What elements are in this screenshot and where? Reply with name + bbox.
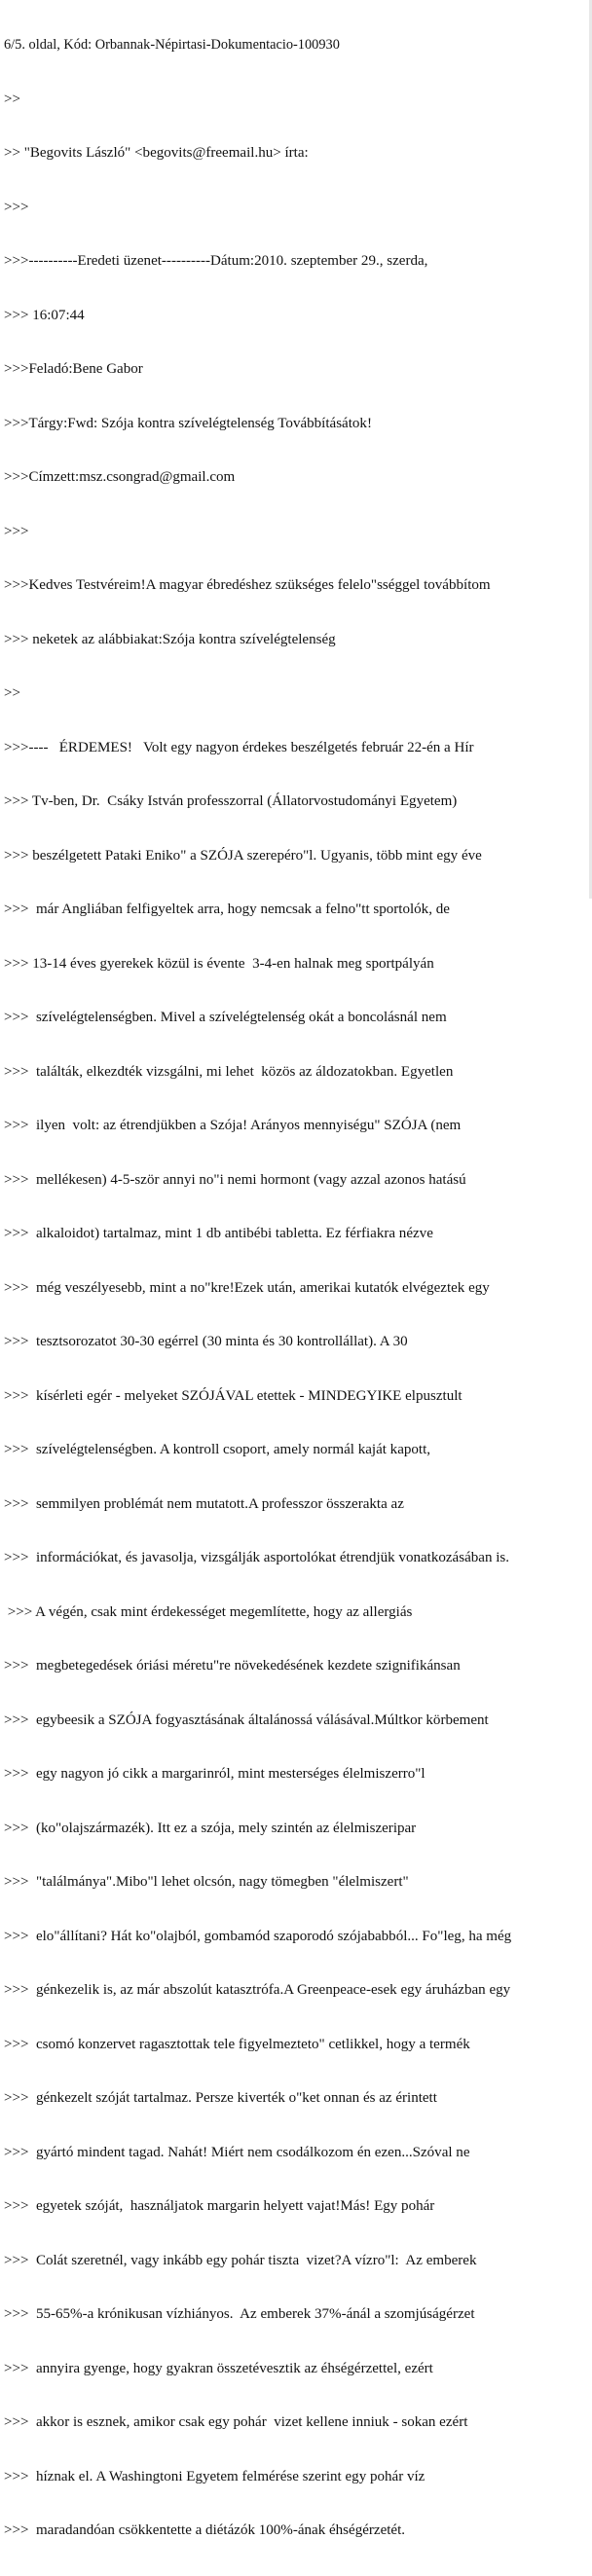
text-line: >>> akkor is esznek, amikor csak egy pohár vizet kellene inniuk - sokan ezért xyxy=(4,2413,468,2430)
text-line: >>> 13-14 éves gyerekek közül is évente 3-4-en halnak meg sportpályán xyxy=(4,954,434,972)
text-line: >>> annyira gyenge, hogy gyakran összetévesztik az éhségérzettel, ezért xyxy=(4,2359,433,2376)
text-line: >>> (ko"olajszármazék). Itt ez a szója, mely szintén az élelmiszeripar xyxy=(4,1819,417,1836)
text-line: >>> híznak el. A Washingtoni Egyetem felmérése szerint egy pohár víz xyxy=(4,2467,426,2484)
text-line: >>>---- ÉRDEMES! Volt egy nagyon érdekes beszélgetés február 22-én a Hír xyxy=(4,738,474,755)
text-line: >>>Kedves Testvéreim!A magyar ébredéshez szükséges felelo"sséggel továbbítom xyxy=(4,576,491,593)
text-line: >>> egybeesik a SZÓJA fogyasztásának általánossá válásával.Múltkor körbement xyxy=(4,1711,489,1728)
text-line: >>> Tv-ben, Dr. Csáky István professzorral (Állatorvostudományi Egyetem) xyxy=(4,792,458,809)
text-line: >>> mellékesen) 4-5-ször annyi no"i nemi hormont (vagy azzal azonos hatású xyxy=(4,1170,466,1188)
text-line: >>> semmilyen problémát nem mutatott.A professzor összerakta az xyxy=(4,1494,404,1512)
text-line: >>>----------Eredeti üzenet----------Dátum:2010. szeptember 29., szerda, xyxy=(4,252,428,269)
text-line: >>>Feladó:Bene Gabor xyxy=(4,360,143,377)
text-line: >>> gyártó mindent tagad. Nahát! Miért nem csodálkozom én ezen...Szóval ne xyxy=(4,2143,470,2160)
text-line: >>> xyxy=(4,198,29,215)
text-line: >>> szívelégtelenségben. Mivel a szívelégtelenség okát a boncolásnál nem xyxy=(4,1009,447,1025)
text-line: >> "Begovits László" <begovits@freemail.hu> írta: xyxy=(4,144,309,161)
text-line: >> xyxy=(4,90,20,107)
email-body xyxy=(4,0,592,2576)
text-line: >>> találták, elkezdték vizsgálni, mi lehet közös az áldozatokban. Egyetlen xyxy=(4,1062,454,1080)
text-line: >>> már Angliában felfigyeltek arra, hogy nemcsak a felno"tt sportolók, de xyxy=(4,901,450,917)
text-line: >>> elo"állítani? Hát ko"olajból, gombamód szaporodó szójababból... Fo"leg, ha még xyxy=(4,1927,512,1944)
text-line: >>> megbetegedések óriási méretu"re növekedésének kezdete szignifikánsan xyxy=(4,1657,461,1674)
text-line: >>> maradandóan csökkentette a diétázók 100%-ának éhségérzetét. xyxy=(4,2521,406,2538)
text-line: >>> xyxy=(4,522,29,539)
text-line: >>> alkaloidot) tartalmaz, mint 1 db antibébi tabletta. Ez férfiakra nézve xyxy=(4,1225,433,1241)
text-line: >>> egyetek szóját, használjatok margarin helyett vajat!Más! Egy pohár xyxy=(4,2197,435,2214)
page-header: 6/5. oldal, Kód: Orbannak-Népirtasi-Dokumentacio-100930 xyxy=(4,37,340,53)
text-line: >>> kísérleti egér - melyeket SZÓJÁVAL etettek - MINDEGYIKE elpusztult xyxy=(4,1386,462,1404)
text-line: >>> tesztsorozatot 30-30 egérrel (30 minta és 30 kontrollállat). A 30 xyxy=(4,1333,408,1349)
text-line: >>> csomó konzervet ragasztottak tele figyelmezteto" cetlikkel, hogy a termék xyxy=(4,2035,470,2052)
text-line: >>> beszélgetett Pataki Eniko" a SZÓJA szerepéro"l. Ugyanis, több mint egy éve xyxy=(4,846,482,864)
text-line: >> xyxy=(4,684,20,701)
text-line: >>> "találmánya".Mibo"l lehet olcsón, nagy tömegben "élelmiszert" xyxy=(4,1873,409,1890)
text-line: >>>Tárgy:Fwd: Szója kontra szívelégtelenség Továbbításátok! xyxy=(4,414,372,431)
text-line: >>> információkat, és javasolja, vizsgálják asportolókat étrendjük vonatkozásában is. xyxy=(4,1549,510,1565)
text-line: >>> 16:07:44 xyxy=(4,306,85,323)
text-line: >>> génkezelt szóját tartalmaz. Persze kiverték o"ket onnan és az érintett xyxy=(4,2089,437,2106)
text-line: >>> egy nagyon jó cikk a margarinról, mint mesterséges élelmiszerro"l xyxy=(4,1765,426,1782)
text-line: >>> neketek az alábbiakat:Szója kontra szívelégtelenség xyxy=(4,630,336,647)
text-line: >>> Colát szeretnél, vagy inkább egy pohár tiszta vizet?A vízro"l: Az emberek xyxy=(4,2251,477,2268)
text-line: >>> 55-65%-a krónikusan vízhiányos. Az emberek 37%-ánál a szomjúságérzet xyxy=(4,2305,475,2322)
text-line: >>> ilyen volt: az étrendjükben a Szója! Arányos mennyiségu" SZÓJA (nem xyxy=(4,1117,462,1133)
text-line: >>> még veszélyesebb, mint a no"kre!Ezek után, amerikai kutatók elvégeztek egy xyxy=(4,1278,490,1296)
text-line: >>> génkezelik is, az már abszolút katasztrófa.A Greenpeace-esek egy áruházban egy xyxy=(4,1981,511,1998)
text-line: >>> A végén, csak mint érdekességet megemlítette, hogy az allergiás xyxy=(4,1602,413,1620)
text-line: >>> szívelégtelenségben. A kontroll csoport, amely normál kaját kapott, xyxy=(4,1441,431,1457)
text-line: >>>Címzett:msz.csongrad@gmail.com xyxy=(4,468,236,485)
